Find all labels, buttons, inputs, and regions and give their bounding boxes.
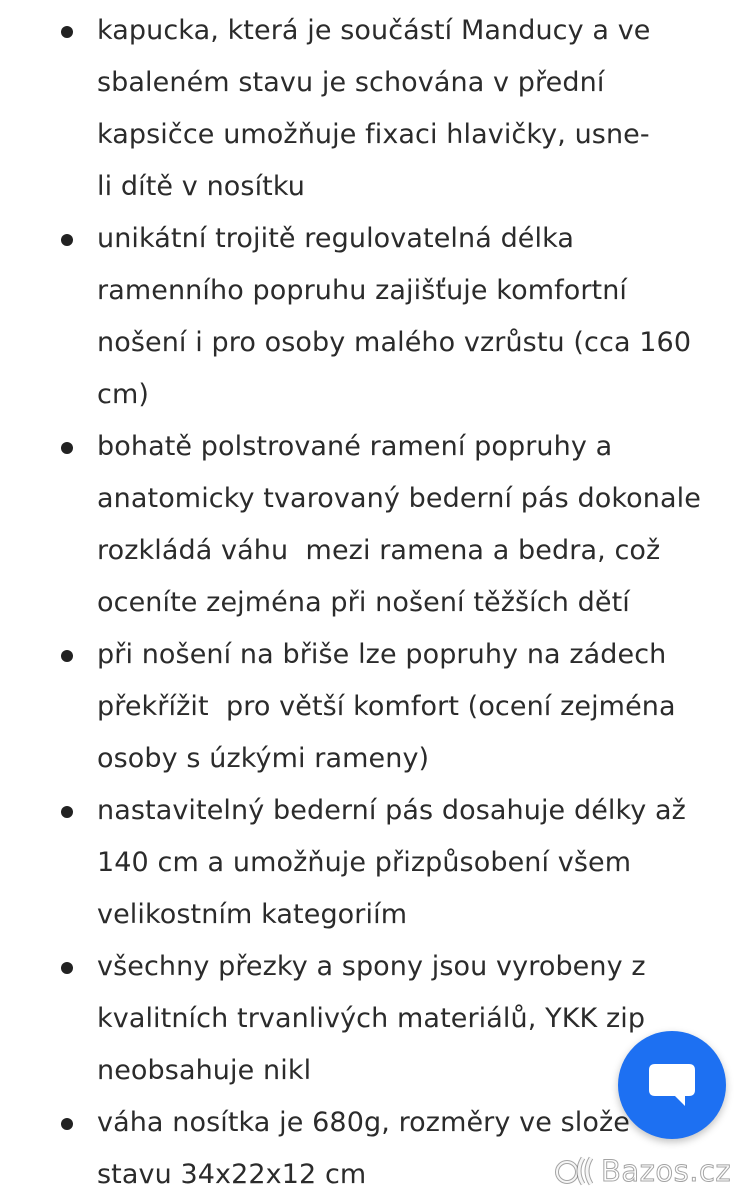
bullet-icon	[61, 1118, 73, 1130]
list-item-line: kapucka, která je součástí Manducy a ve	[97, 15, 651, 46]
list-item-line: unikátní trojitě regulovatelná délka	[97, 223, 575, 254]
list-item-line: stavu 34x22x12 cm	[97, 1159, 367, 1190]
list-item-line: kapsičce umožňuje fixaci hlavičky, usne-	[97, 119, 650, 150]
watermark-text: Bazos.cz	[601, 1154, 732, 1188]
list-item-line: anatomicky tvarovaný bederní pás dokonale	[97, 483, 701, 514]
watermark	[553, 1151, 731, 1191]
bullet-icon	[61, 806, 73, 818]
chat-button[interactable]	[618, 1031, 726, 1139]
list-item-line: překřížit pro větší komfort (ocení zejména	[97, 691, 676, 722]
list-item	[0, 213, 749, 421]
list-item-line: cm)	[97, 379, 149, 410]
list-item	[0, 421, 749, 629]
list-item-line: neobsahuje nikl	[97, 1055, 312, 1086]
list-item-line: váha nosítka je 680g, rozměry ve slože	[97, 1107, 630, 1138]
list-item-line: ramenního popruhu zajišťuje komfortní	[97, 275, 628, 306]
list-item-line: 140 cm a umožňuje přizpůsobení všem	[97, 847, 632, 878]
list-item-line: bohatě polstrované ramení popruhy a	[97, 431, 613, 462]
bullet-icon	[61, 442, 73, 454]
list-item	[0, 629, 749, 785]
list-item-line: velikostním kategoriím	[97, 899, 408, 930]
bazos-logo-icon	[553, 1152, 599, 1190]
list-item-line: oceníte zejména při nošení těžších dětí	[97, 587, 630, 618]
bullet-icon	[61, 234, 73, 246]
list-item-line: sbaleném stavu je schována v přední	[97, 67, 605, 98]
list-item-line: li dítě v nosítku	[97, 171, 305, 202]
bullet-icon	[61, 26, 73, 38]
list-item-line: rozkládá váhu mezi ramena a bedra, což	[97, 535, 661, 566]
chat-bubble-icon	[645, 1060, 699, 1110]
list-item-line: osoby s úzkými rameny)	[97, 743, 430, 774]
list-item-line: nastavitelný bederní pás dosahuje délky až	[97, 795, 686, 826]
list-item-line: nošení i pro osoby malého vzrůstu (cca 160	[97, 327, 692, 358]
list-item	[0, 5, 749, 213]
list-item-line: při nošení na břiše lze popruhy na zádech	[97, 639, 667, 670]
list-item	[0, 785, 749, 941]
feature-list	[0, 5, 749, 1201]
bullet-icon	[61, 962, 73, 974]
list-item-line: kvalitních trvanlivých materiálů, YKK zip	[97, 1003, 646, 1034]
bullet-icon	[61, 650, 73, 662]
list-item-line: všechny přezky a spony jsou vyrobeny z	[97, 951, 646, 982]
